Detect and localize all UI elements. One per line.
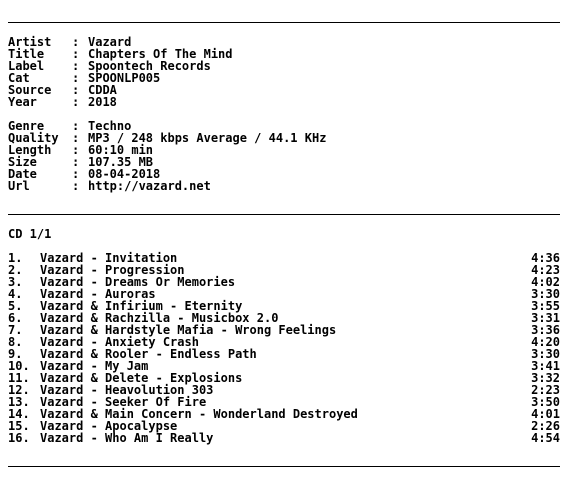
- track-title: Vazard - My Jam: [40, 359, 149, 373]
- technical-info-block: [8, 120, 560, 192]
- meta-key: Genre: [8, 119, 45, 133]
- middle-divider: [8, 214, 560, 215]
- meta-value: Chapters Of The Mind: [88, 47, 233, 61]
- meta-key: Size: [8, 155, 37, 169]
- track-title: Vazard & Infirium - Eternity: [40, 299, 243, 313]
- track-number: 15.: [8, 419, 30, 433]
- track-duration: 3:50: [531, 395, 560, 409]
- track-duration: 3:31: [531, 311, 560, 325]
- meta-key: Date: [8, 167, 37, 181]
- meta-key: Title: [8, 47, 45, 61]
- meta-separator: :: [72, 119, 80, 133]
- meta-separator: :: [72, 167, 80, 181]
- meta-key: Cat: [8, 71, 30, 85]
- track-number: 5.: [8, 299, 23, 313]
- meta-value: CDDA: [88, 83, 117, 97]
- cd-title: CD 1/1: [8, 227, 52, 241]
- track-duration: 3:41: [531, 359, 560, 373]
- track-number: 2.: [8, 263, 23, 277]
- track-duration: 4:36: [531, 251, 560, 265]
- meta-value: 2018: [88, 95, 117, 109]
- track-title: Vazard - Apocalypse: [40, 419, 178, 433]
- track-title: Vazard & Hardstyle Mafia - Wrong Feelings: [40, 323, 337, 337]
- track-title: Vazard - Auroras: [40, 287, 156, 301]
- track-number: 13.: [8, 395, 30, 409]
- track-row: [8, 432, 560, 444]
- meta-separator: :: [72, 95, 80, 109]
- meta-key: Label: [8, 59, 45, 73]
- release-info-block: [8, 36, 560, 108]
- meta-separator: :: [72, 155, 80, 169]
- track-title: Vazard - Seeker Of Fire: [40, 395, 207, 409]
- meta-key: Year: [8, 95, 37, 109]
- meta-key: Source: [8, 83, 52, 97]
- meta-separator: :: [72, 131, 80, 145]
- track-number: 3.: [8, 275, 23, 289]
- track-number: 12.: [8, 383, 30, 397]
- track-number: 8.: [8, 335, 23, 349]
- track-title: Vazard & Delete - Explosions: [40, 371, 243, 385]
- track-title: Vazard - Invitation: [40, 251, 178, 265]
- track-duration: 4:23: [531, 263, 560, 277]
- track-title: Vazard - Progression: [40, 263, 185, 277]
- track-title: Vazard - Heavolution 303: [40, 383, 214, 397]
- meta-value: 107.35 MB: [88, 155, 154, 169]
- meta-value: http://vazard.net: [88, 179, 211, 193]
- meta-separator: :: [72, 83, 80, 97]
- meta-row-year: [8, 96, 560, 108]
- track-duration: 3:36: [531, 323, 560, 337]
- meta-separator: :: [72, 71, 80, 85]
- track-number: 10.: [8, 359, 30, 373]
- track-duration: 2:26: [531, 419, 560, 433]
- track-number: 9.: [8, 347, 23, 361]
- meta-value: Vazard: [88, 35, 132, 49]
- bottom-divider: [8, 466, 560, 467]
- meta-key: Quality: [8, 131, 59, 145]
- track-title: Vazard & Rooler - Endless Path: [40, 347, 257, 361]
- meta-value: SPOONLP005: [88, 71, 161, 85]
- track-number: 11.: [8, 371, 30, 385]
- meta-value: Spoontech Records: [88, 59, 211, 73]
- track-duration: 2:23: [531, 383, 560, 397]
- track-title: Vazard & Rachzilla - Musicbox 2.0: [40, 311, 279, 325]
- meta-separator: :: [72, 47, 80, 61]
- track-duration: 3:30: [531, 287, 560, 301]
- meta-row-url: [8, 180, 560, 192]
- meta-separator: :: [72, 59, 80, 73]
- track-number: 1.: [8, 251, 23, 265]
- meta-key: Length: [8, 143, 52, 157]
- track-number: 14.: [8, 407, 30, 421]
- top-divider: [8, 22, 560, 23]
- track-title: Vazard - Dreams Or Memories: [40, 275, 236, 289]
- track-title: Vazard - Who Am I Really: [40, 431, 214, 445]
- meta-value: MP3 / 248 kbps Average / 44.1 KHz: [88, 131, 327, 145]
- track-duration: 4:54: [531, 431, 560, 445]
- meta-value: 08-04-2018: [88, 167, 161, 181]
- track-title: Vazard & Main Concern - Wonderland Destroyed: [40, 407, 358, 421]
- meta-key: Artist: [8, 35, 52, 49]
- track-number: 7.: [8, 323, 23, 337]
- track-duration: 3:30: [531, 347, 560, 361]
- track-number: 4.: [8, 287, 23, 301]
- track-duration: 4:02: [531, 275, 560, 289]
- track-duration: 4:01: [531, 407, 560, 421]
- track-duration: 3:55: [531, 299, 560, 313]
- track-title: Vazard - Anxiety Crash: [40, 335, 199, 349]
- track-duration: 3:32: [531, 371, 560, 385]
- meta-separator: :: [72, 143, 80, 157]
- meta-value: 60:10 min: [88, 143, 154, 157]
- meta-value: Techno: [88, 119, 132, 133]
- meta-separator: :: [72, 179, 80, 193]
- track-number: 16.: [8, 431, 30, 445]
- meta-separator: :: [72, 35, 80, 49]
- meta-key: Url: [8, 179, 30, 193]
- track-duration: 4:20: [531, 335, 560, 349]
- track-number: 6.: [8, 311, 23, 325]
- tracklist: [8, 252, 560, 444]
